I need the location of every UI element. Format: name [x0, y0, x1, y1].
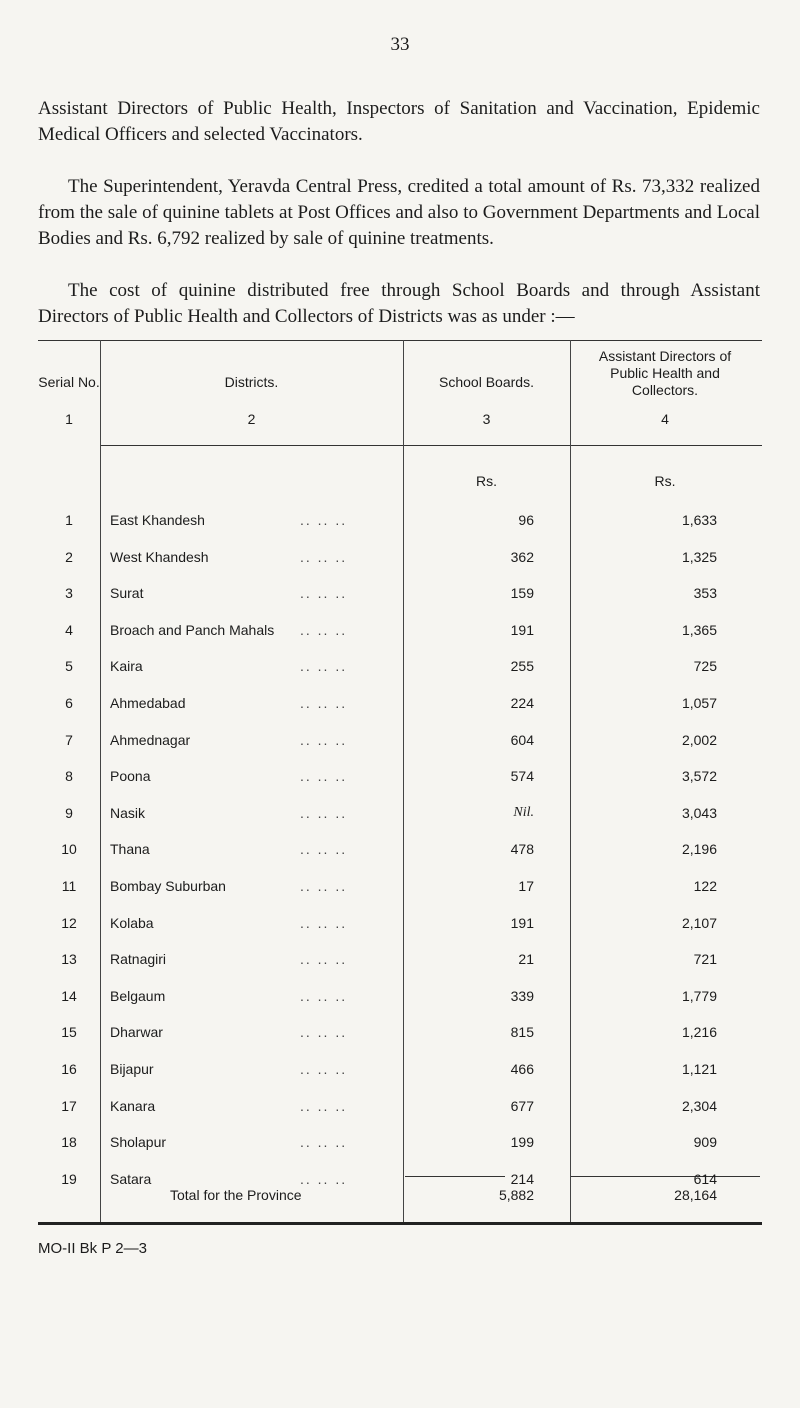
row-district: Kaira: [110, 658, 143, 674]
header-school-boards: School Boards.: [439, 374, 534, 390]
row-district: East Khandesh: [110, 512, 205, 528]
row-school-boards: 255: [510, 658, 534, 674]
table-row: [38, 1024, 762, 1044]
row-adph: 909: [693, 1134, 717, 1150]
row-serial: 14: [61, 988, 77, 1004]
currency-school-boards: Rs.: [476, 473, 497, 489]
row-serial: 12: [61, 915, 77, 931]
table-row: [38, 622, 762, 642]
row-adph: 353: [693, 585, 717, 601]
row-serial: 6: [65, 695, 73, 711]
row-adph: 3,043: [681, 805, 717, 821]
table-row: [38, 585, 762, 605]
table-row: [38, 988, 762, 1008]
table-row: [38, 1098, 762, 1118]
row-district: Bombay Suburban: [110, 878, 226, 894]
row-serial: 15: [61, 1024, 77, 1040]
row-leaders: .. .. ..: [300, 1134, 348, 1150]
row-school-boards: 466: [510, 1061, 534, 1077]
row-serial: 5: [65, 658, 73, 674]
currency-adph: Rs.: [654, 473, 676, 489]
row-district: Bijapur: [110, 1061, 154, 1077]
row-serial: 17: [61, 1098, 77, 1114]
row-adph: 1,779: [681, 988, 717, 1004]
paragraph-1: Assistant Directors of Public Health, Inspectors of Sanitation and Vaccination, Epidemic Medical Officers and selected Vaccinators.: [38, 98, 760, 145]
table-row: [38, 768, 762, 788]
table-row: [38, 878, 762, 898]
table-row: [38, 805, 762, 825]
row-adph: 1,121: [681, 1061, 717, 1077]
row-serial: 19: [61, 1171, 77, 1187]
total-adph: 28,164: [674, 1187, 717, 1203]
row-leaders: .. .. ..: [300, 658, 348, 674]
row-district: West Khandesh: [110, 549, 209, 565]
row-school-boards: 21: [518, 951, 534, 967]
row-school-boards: 604: [510, 732, 534, 748]
table-row: [38, 732, 762, 752]
row-adph: 1,325: [681, 549, 717, 565]
row-serial: 9: [65, 805, 73, 821]
row-adph: 2,002: [681, 732, 717, 748]
row-leaders: .. .. ..: [300, 622, 348, 638]
total-label: Total for the Province: [170, 1187, 302, 1203]
header-districts: Districts.: [224, 374, 279, 390]
table-row: [38, 915, 762, 935]
row-leaders: .. .. ..: [300, 768, 348, 784]
row-district: Ahmedabad: [110, 695, 186, 711]
row-adph: 1,216: [681, 1024, 717, 1040]
row-school-boards: 224: [510, 695, 534, 711]
row-serial: 13: [61, 951, 77, 967]
total-school-boards: 5,882: [498, 1187, 534, 1203]
row-school-boards: 339: [510, 988, 534, 1004]
row-leaders: .. .. ..: [300, 549, 348, 565]
row-adph: 2,107: [681, 915, 717, 931]
row-leaders: .. .. ..: [300, 805, 348, 821]
row-leaders: .. .. ..: [300, 915, 348, 931]
row-district: Broach and Panch Mahals: [110, 622, 275, 638]
row-leaders: .. .. ..: [300, 585, 348, 601]
row-leaders: .. .. ..: [300, 1171, 348, 1187]
row-adph: 2,196: [681, 841, 717, 857]
row-serial: 16: [61, 1061, 77, 1077]
column-number-1: 1: [65, 411, 73, 427]
row-school-boards: 191: [510, 622, 534, 638]
row-school-boards: 199: [510, 1134, 534, 1150]
row-adph: 3,572: [681, 768, 717, 784]
page-number: 33: [390, 34, 410, 55]
row-serial: 8: [65, 768, 73, 784]
row-serial: 11: [61, 878, 77, 894]
row-school-boards: 214: [510, 1171, 534, 1187]
row-leaders: .. .. ..: [300, 732, 348, 748]
table-row: [38, 658, 762, 678]
table-row: [38, 841, 762, 861]
row-leaders: .. .. ..: [300, 695, 348, 711]
row-adph: 2,304: [681, 1098, 717, 1114]
row-district: Ratnagiri: [110, 951, 167, 967]
row-serial: 3: [65, 585, 73, 601]
row-adph: 1,057: [681, 695, 717, 711]
table-row: [38, 549, 762, 569]
row-district: Poona: [110, 768, 151, 784]
table-row: [38, 695, 762, 715]
header-serial: Serial No.: [38, 374, 100, 390]
row-leaders: .. .. ..: [300, 951, 348, 967]
row-adph: 1,633: [681, 512, 717, 528]
row-serial: 7: [65, 732, 73, 748]
row-school-boards: 17: [518, 878, 534, 894]
row-leaders: .. .. ..: [300, 878, 348, 894]
row-adph: 1,365: [681, 622, 717, 638]
row-adph: 721: [693, 951, 717, 967]
table-row: [38, 1061, 762, 1081]
row-school-boards: 815: [510, 1024, 534, 1040]
row-school-boards: 574: [510, 768, 534, 784]
footer-code: MO-II Bk P 2—3: [38, 1240, 147, 1257]
column-number-3: 3: [482, 411, 491, 427]
row-district: Nasik: [110, 805, 146, 821]
row-leaders: .. .. ..: [300, 988, 348, 1004]
row-serial: 1: [65, 512, 73, 528]
header-adph: Assistant Directors of Public Health and Collectors.: [598, 348, 732, 398]
row-school-boards: 362: [510, 549, 534, 565]
row-adph: 725: [693, 658, 717, 674]
row-school-boards: 191: [510, 915, 534, 931]
row-leaders: .. .. ..: [300, 1024, 348, 1040]
row-district: Satara: [110, 1171, 152, 1187]
row-school-boards: 677: [510, 1098, 534, 1114]
paragraph-2: The Superintendent, Yeravda Central Press, credited a total amount of Rs. 73,332 realized from the sale of quinine tablets at Post Offices and also to Government Departments and Local Bodies and Rs. 6,792 realized by sale of quinine treatments.: [38, 176, 760, 249]
row-serial: 4: [65, 622, 73, 638]
row-leaders: .. .. ..: [300, 1098, 348, 1114]
table-row: [38, 951, 762, 971]
row-school-boards: Nil.: [513, 805, 534, 820]
row-school-boards: 478: [510, 841, 534, 857]
row-school-boards: 96: [518, 512, 534, 528]
column-number-2: 2: [247, 411, 256, 427]
row-leaders: .. .. ..: [300, 1061, 348, 1077]
paragraph-3: The cost of quinine distributed free through School Boards and through Assistant Directors of Public Health and Collectors of Districts was as under :—: [38, 280, 760, 327]
row-serial: 2: [65, 549, 73, 565]
row-district: Kolaba: [110, 915, 154, 931]
row-district: Thana: [110, 841, 150, 857]
row-leaders: .. .. ..: [300, 512, 348, 528]
row-adph: 614: [693, 1171, 717, 1187]
row-district: Surat: [110, 585, 144, 601]
row-leaders: .. .. ..: [300, 841, 348, 857]
row-district: Dharwar: [110, 1024, 163, 1040]
row-serial: 10: [61, 841, 77, 857]
table-row: [38, 512, 762, 532]
row-district: Sholapur: [110, 1134, 167, 1150]
row-district: Belgaum: [110, 988, 166, 1004]
row-district: Kanara: [110, 1098, 156, 1114]
row-adph: 122: [693, 878, 717, 894]
row-school-boards: 159: [510, 585, 534, 601]
row-district: Ahmednagar: [110, 732, 191, 748]
row-serial: 18: [61, 1134, 77, 1150]
column-number-4: 4: [661, 411, 669, 427]
table-row: [38, 1134, 762, 1154]
